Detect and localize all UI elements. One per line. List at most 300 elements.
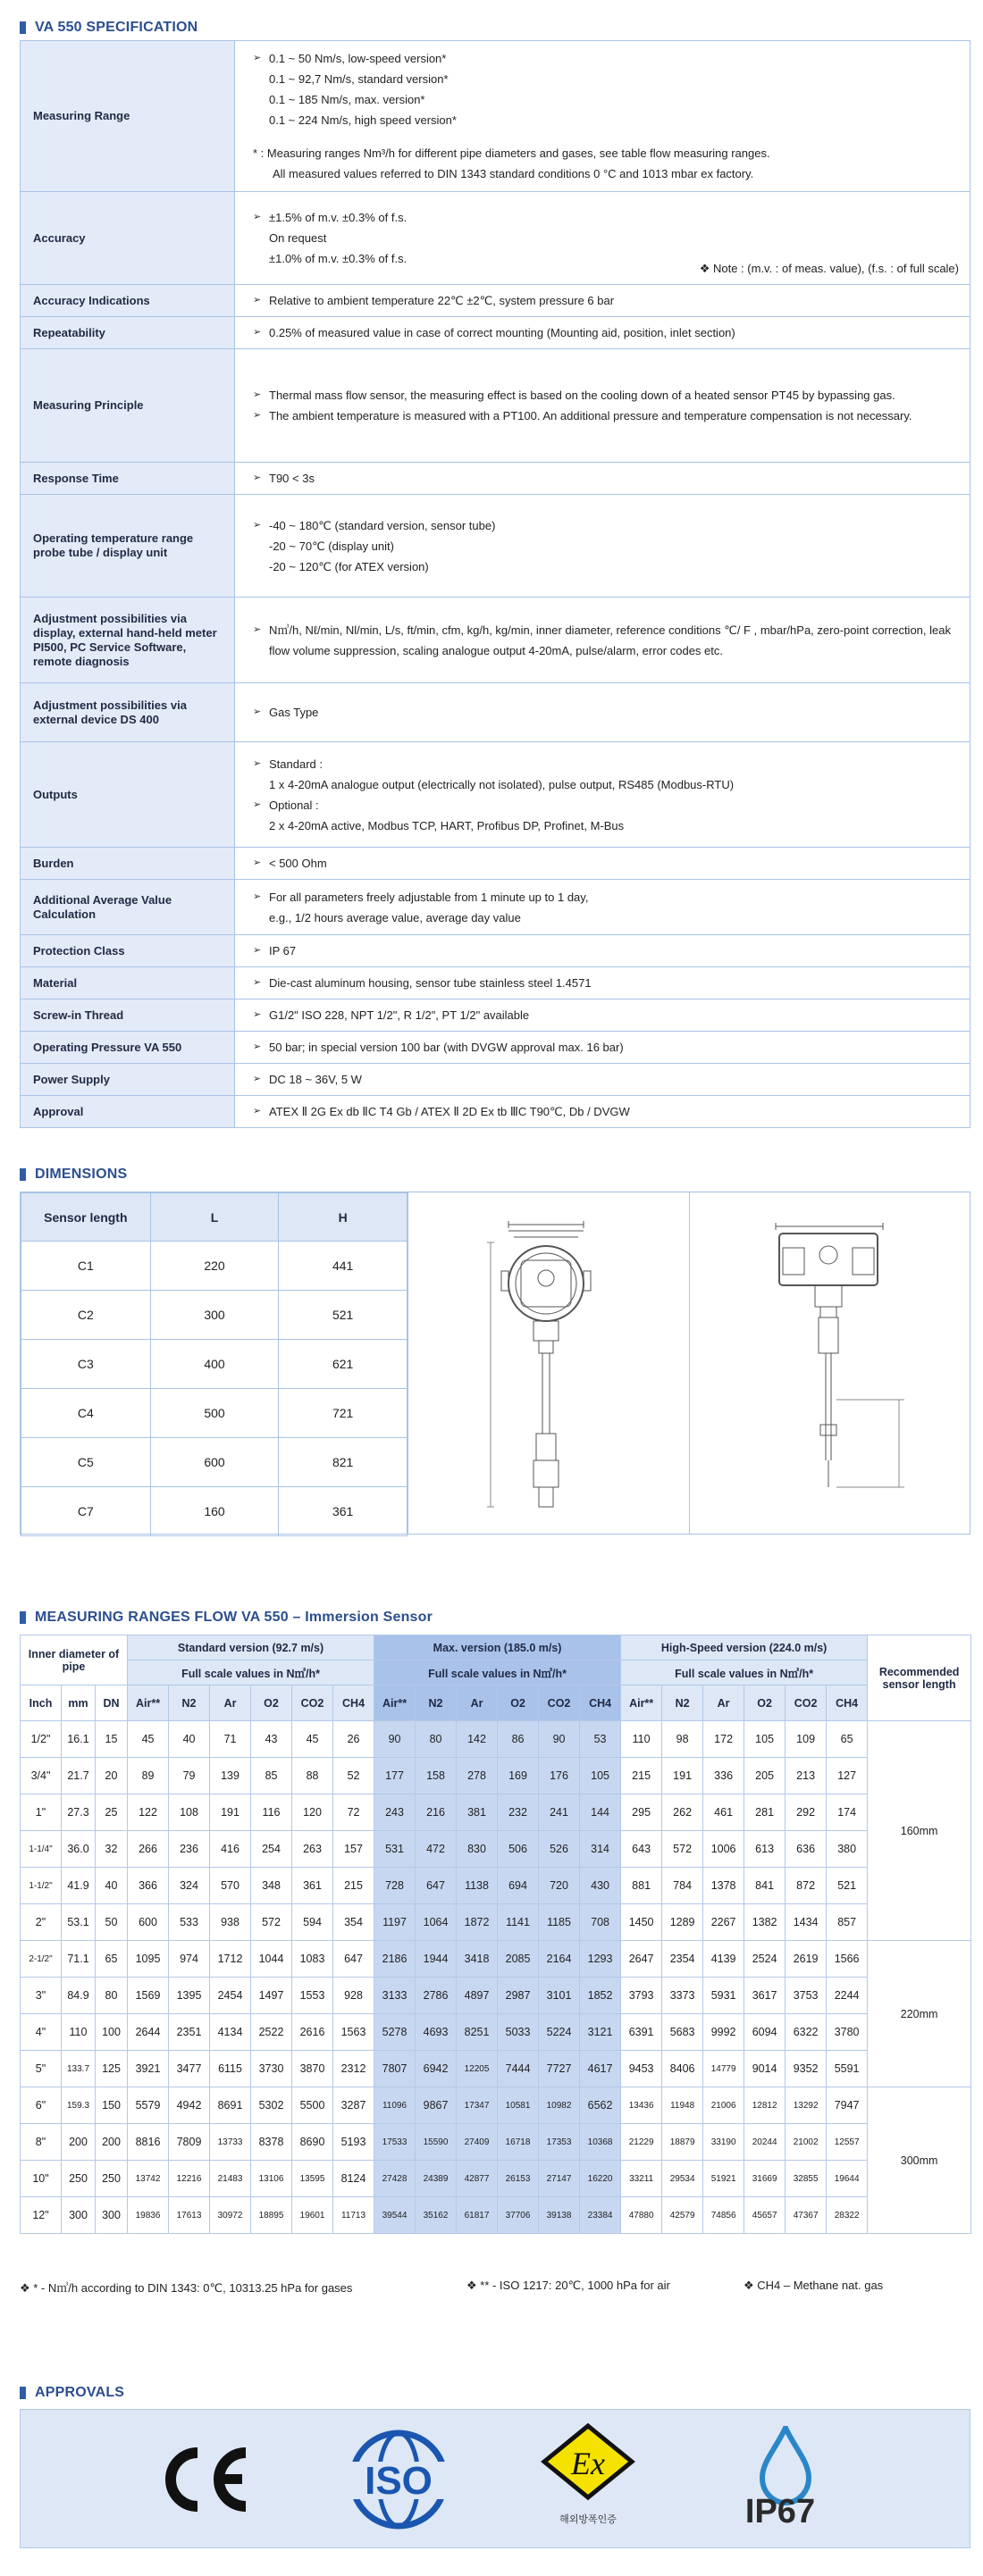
flow-value-cell: 7727 bbox=[539, 2051, 580, 2087]
section-marker-icon bbox=[20, 1168, 26, 1181]
flow-title-text: MEASURING RANGES FLOW VA 550 – Immersion Sensor bbox=[35, 1610, 433, 1625]
flow-value-cell: 3617 bbox=[744, 1978, 786, 2014]
spec-item: On request bbox=[269, 231, 327, 245]
flow-header-row bbox=[21, 1660, 971, 1685]
gas-header: CO2 bbox=[539, 1685, 580, 1721]
flow-value-cell: 18895 bbox=[251, 2197, 292, 2234]
flow-value-cell: 2987 bbox=[498, 1978, 539, 2014]
gas-header: CH4 bbox=[333, 1685, 374, 1721]
gas-header: Ar bbox=[210, 1685, 251, 1721]
flow-value-cell: 3287 bbox=[333, 2087, 374, 2124]
flow-value-cell: 17533 bbox=[374, 2124, 416, 2161]
flow-value-cell: 6942 bbox=[416, 2051, 457, 2087]
flow-value-cell: 938 bbox=[210, 1904, 251, 1941]
spec-row bbox=[21, 683, 970, 742]
flow-value-cell: 157 bbox=[333, 1831, 374, 1868]
flow-value-cell: 324 bbox=[169, 1868, 210, 1904]
flow-value-cell: 1450 bbox=[621, 1904, 662, 1941]
flow-value-cell: 1095 bbox=[128, 1941, 169, 1978]
flow-value-cell: 61817 bbox=[457, 2197, 498, 2234]
spec-row bbox=[21, 192, 970, 285]
flow-row bbox=[21, 1941, 971, 1978]
high-speed-version-header: High-Speed version (224.0 m/s) bbox=[621, 1635, 868, 1660]
dimensions-cell: 600 bbox=[150, 1438, 279, 1487]
inch-cell: 3" bbox=[21, 1978, 62, 2014]
flow-value-cell: 26 bbox=[333, 1721, 374, 1758]
flow-value-cell: 5278 bbox=[374, 2014, 416, 2051]
flow-value-cell: 13595 bbox=[292, 2161, 333, 2197]
flow-value-cell: 708 bbox=[580, 1904, 621, 1941]
flow-value-cell: 728 bbox=[374, 1868, 416, 1904]
arrow-icon: ➢ bbox=[253, 623, 262, 635]
flow-value-cell: 191 bbox=[210, 1794, 251, 1831]
flow-value-cell: 8406 bbox=[662, 2051, 703, 2087]
spec-label: Approval bbox=[21, 1096, 235, 1128]
flow-row bbox=[21, 1794, 971, 1831]
flow-value-cell: 1378 bbox=[703, 1868, 744, 1904]
mm-cell: 16.1 bbox=[62, 1721, 96, 1758]
flow-value-cell: 18879 bbox=[662, 2124, 703, 2161]
flow-value-cell: 236 bbox=[169, 1831, 210, 1868]
flow-value-cell: 8816 bbox=[128, 2124, 169, 2161]
flow-value-cell: 6094 bbox=[744, 2014, 786, 2051]
arrow-icon: ➢ bbox=[253, 1074, 262, 1084]
dn-cell: 15 bbox=[96, 1721, 128, 1758]
flow-value-cell: 53 bbox=[580, 1721, 621, 1758]
spec-item: The ambient temperature is measured with a PT100. An additional pressure and temperature compensation is not necessary. bbox=[269, 409, 912, 422]
flow-value-cell: 105 bbox=[744, 1721, 786, 1758]
spec-item: -40 ~ 180℃ (standard version, sensor tube) bbox=[269, 518, 496, 532]
spec-item: 0.1 ~ 50 Nm/s, low-speed version* bbox=[269, 52, 447, 65]
spec-label: Measuring Principle bbox=[21, 349, 235, 463]
flow-value-cell: 533 bbox=[169, 1904, 210, 1941]
flow-value-cell: 6115 bbox=[210, 2051, 251, 2087]
dimensions-cell: 521 bbox=[279, 1291, 407, 1340]
flow-value-cell: 45 bbox=[128, 1721, 169, 1758]
flow-value-cell: 3753 bbox=[786, 1978, 827, 2014]
inch-cell: 6" bbox=[21, 2087, 62, 2124]
flow-value-cell: 79 bbox=[169, 1758, 210, 1794]
dn-cell: 125 bbox=[96, 2051, 128, 2087]
flow-value-cell: 1569 bbox=[128, 1978, 169, 2014]
flow-value-cell: 12812 bbox=[744, 2087, 786, 2124]
mm-cell: 71.1 bbox=[62, 1941, 96, 1978]
arrow-icon: ➢ bbox=[253, 53, 262, 63]
gas-header: O2 bbox=[251, 1685, 292, 1721]
flow-value-cell: 526 bbox=[539, 1831, 580, 1868]
flow-value-cell: 11096 bbox=[374, 2087, 416, 2124]
section-marker-icon bbox=[20, 2387, 26, 2399]
flow-row bbox=[21, 2014, 971, 2051]
inch-cell: 1-1/2" bbox=[21, 1868, 62, 1904]
spec-row bbox=[21, 1064, 970, 1096]
flow-value-cell: 90 bbox=[539, 1721, 580, 1758]
flow-value-cell: 11713 bbox=[333, 2197, 374, 2234]
spec-label: Adjustment possibilities via external device DS 400 bbox=[21, 683, 235, 742]
spec-item: Die-cast aluminum housing, sensor tube stainless steel 1.4571 bbox=[269, 976, 592, 990]
flow-value-cell: 205 bbox=[744, 1758, 786, 1794]
flow-value-cell: 3870 bbox=[292, 2051, 333, 2087]
flow-value-cell: 295 bbox=[621, 1794, 662, 1831]
flow-section-title bbox=[20, 1610, 433, 1626]
flow-value-cell: 1185 bbox=[539, 1904, 580, 1941]
arrow-icon: ➢ bbox=[253, 473, 262, 483]
spec-value bbox=[235, 967, 970, 999]
flow-value-cell: 127 bbox=[827, 1758, 868, 1794]
ex-logo-icon bbox=[539, 2422, 637, 2538]
spec-value bbox=[235, 598, 970, 683]
dimensions-table bbox=[21, 1192, 407, 1536]
flow-value-cell: 1197 bbox=[374, 1904, 416, 1941]
mm-cell: 21.7 bbox=[62, 1758, 96, 1794]
spec-footnote: * : Measuring ranges Nm³/h for different pipe diameters and gases, see table flow measuring ranges. bbox=[253, 146, 770, 160]
flow-value-cell: 43 bbox=[251, 1721, 292, 1758]
spec-label: Material bbox=[21, 967, 235, 999]
flow-value-cell: 144 bbox=[580, 1794, 621, 1831]
dimensions-cell: C7 bbox=[21, 1487, 151, 1536]
flow-value-cell: 4617 bbox=[580, 2051, 621, 2087]
dimensions-cell: 821 bbox=[279, 1438, 407, 1487]
flow-value-cell: 24389 bbox=[416, 2161, 457, 2197]
flow-value-cell: 191 bbox=[662, 1758, 703, 1794]
flow-value-cell: 600 bbox=[128, 1904, 169, 1941]
gas-header: Ar bbox=[457, 1685, 498, 1721]
flow-value-cell: 3101 bbox=[539, 1978, 580, 2014]
flow-row bbox=[21, 1978, 971, 2014]
flow-value-cell: 2454 bbox=[210, 1978, 251, 2014]
flow-value-cell: 86 bbox=[498, 1721, 539, 1758]
flow-value-cell: 7444 bbox=[498, 2051, 539, 2087]
flow-value-cell: 1044 bbox=[251, 1941, 292, 1978]
flow-value-cell: 506 bbox=[498, 1831, 539, 1868]
dimensions-header: L bbox=[150, 1193, 279, 1242]
arrow-icon: ➢ bbox=[253, 799, 262, 810]
arrow-icon: ➢ bbox=[253, 295, 262, 305]
flow-value-cell: 21002 bbox=[786, 2124, 827, 2161]
recommended-length-header: Recommended sensor length bbox=[868, 1635, 971, 1721]
dn-cell: 150 bbox=[96, 2087, 128, 2124]
flow-value-cell: 361 bbox=[292, 1868, 333, 1904]
flow-row bbox=[21, 1868, 971, 1904]
spec-row bbox=[21, 935, 970, 967]
flow-value-cell: 21229 bbox=[621, 2124, 662, 2161]
spec-label: Repeatability bbox=[21, 317, 235, 349]
dimensions-row bbox=[21, 1438, 407, 1487]
full-scale-header: Full scale values in N㎥/h* bbox=[621, 1660, 868, 1685]
spec-item: DC 18 ~ 36V, 5 W bbox=[269, 1073, 362, 1086]
mm-cell: 300 bbox=[62, 2197, 96, 2234]
flow-value-cell: 857 bbox=[827, 1904, 868, 1941]
flow-value-cell: 278 bbox=[457, 1758, 498, 1794]
flow-value-cell: 4897 bbox=[457, 1978, 498, 2014]
arrow-icon: ➢ bbox=[253, 410, 262, 421]
spec-section-title bbox=[20, 20, 197, 36]
inch-cell: 2" bbox=[21, 1904, 62, 1941]
recommended-length-cell: 300mm bbox=[868, 2087, 971, 2234]
dimensions-box bbox=[20, 1192, 970, 1535]
spec-label: Power Supply bbox=[21, 1064, 235, 1096]
flow-value-cell: 5302 bbox=[251, 2087, 292, 2124]
iso-logo-icon bbox=[340, 2430, 457, 2530]
flow-value-cell: 108 bbox=[169, 1794, 210, 1831]
spec-row bbox=[21, 41, 970, 192]
dn-cell: 65 bbox=[96, 1941, 128, 1978]
flow-value-cell: 74856 bbox=[703, 2197, 744, 2234]
spec-value bbox=[235, 880, 970, 935]
inch-cell: 12" bbox=[21, 2197, 62, 2234]
recommended-length-cell: 160mm bbox=[868, 1721, 971, 1941]
spec-row bbox=[21, 463, 970, 495]
flow-value-cell: 694 bbox=[498, 1868, 539, 1904]
flow-value-cell: 116 bbox=[251, 1794, 292, 1831]
sensor-side-drawing-icon bbox=[690, 1192, 971, 1534]
spec-item: < 500 Ohm bbox=[269, 857, 327, 870]
spec-row bbox=[21, 742, 970, 848]
flow-value-cell: 4139 bbox=[703, 1941, 744, 1978]
mm-cell: 27.3 bbox=[62, 1794, 96, 1831]
flow-value-cell: 29534 bbox=[662, 2161, 703, 2197]
flow-row bbox=[21, 1904, 971, 1941]
inch-cell: 1/2" bbox=[21, 1721, 62, 1758]
flow-value-cell: 1138 bbox=[457, 1868, 498, 1904]
flow-footnote: ❖ ** - ISO 1217: 20℃, 1000 hPa for air bbox=[466, 2279, 670, 2292]
flow-header-row bbox=[21, 1685, 971, 1721]
dimensions-title-text: DIMENSIONS bbox=[35, 1167, 128, 1182]
flow-value-cell: 881 bbox=[621, 1868, 662, 1904]
flow-value-cell: 572 bbox=[251, 1904, 292, 1941]
gas-header: O2 bbox=[744, 1685, 786, 1721]
flow-value-cell: 88 bbox=[292, 1758, 333, 1794]
dimensions-cell: 361 bbox=[279, 1487, 407, 1536]
flow-value-cell: 8124 bbox=[333, 2161, 374, 2197]
flow-value-cell: 1006 bbox=[703, 1831, 744, 1868]
arrow-icon: ➢ bbox=[253, 757, 262, 769]
spec-row bbox=[21, 1096, 970, 1128]
dn-header: DN bbox=[96, 1685, 128, 1721]
arrow-icon: ➢ bbox=[253, 1106, 262, 1117]
flow-value-cell: 841 bbox=[744, 1868, 786, 1904]
flow-value-cell: 2354 bbox=[662, 1941, 703, 1978]
flow-value-cell: 243 bbox=[374, 1794, 416, 1831]
arrow-icon: ➢ bbox=[253, 519, 262, 531]
flow-value-cell: 21006 bbox=[703, 2087, 744, 2124]
flow-value-cell: 5033 bbox=[498, 2014, 539, 2051]
flow-header-row bbox=[21, 1635, 971, 1660]
flow-value-cell: 2085 bbox=[498, 1941, 539, 1978]
arrow-icon: ➢ bbox=[253, 1041, 262, 1052]
flow-value-cell: 65 bbox=[827, 1721, 868, 1758]
gas-header: Air** bbox=[374, 1685, 416, 1721]
flow-value-cell: 2351 bbox=[169, 2014, 210, 2051]
dimensions-section-title bbox=[20, 1167, 127, 1183]
dimensions-cell: 220 bbox=[150, 1242, 279, 1291]
flow-row bbox=[21, 1721, 971, 1758]
spec-value bbox=[235, 463, 970, 495]
spec-item: G1/2" ISO 228, NPT 1/2", R 1/2", PT 1/2" available bbox=[269, 1008, 530, 1022]
flow-value-cell: 5591 bbox=[827, 2051, 868, 2087]
inch-cell: 2-1/2" bbox=[21, 1941, 62, 1978]
flow-value-cell: 89 bbox=[128, 1758, 169, 1794]
flow-value-cell: 52 bbox=[333, 1758, 374, 1794]
ex-logo-caption: 해외방폭인증 bbox=[559, 2513, 617, 2525]
flow-value-cell: 5193 bbox=[333, 2124, 374, 2161]
spec-label: Measuring Range bbox=[21, 41, 235, 192]
ex-logo-text: Ex bbox=[571, 2446, 605, 2481]
full-scale-header: Full scale values in N㎥/h* bbox=[374, 1660, 621, 1685]
spec-value bbox=[235, 848, 970, 880]
inch-cell: 3/4" bbox=[21, 1758, 62, 1794]
flow-value-cell: 13436 bbox=[621, 2087, 662, 2124]
flow-value-cell: 2244 bbox=[827, 1978, 868, 2014]
flow-value-cell: 33190 bbox=[703, 2124, 744, 2161]
flow-value-cell: 9867 bbox=[416, 2087, 457, 2124]
spec-item: 50 bar; in special version 100 bar (with DVGW approval max. 16 bar) bbox=[269, 1041, 624, 1054]
dimensions-cell: 721 bbox=[279, 1389, 407, 1438]
flow-value-cell: 2647 bbox=[621, 1941, 662, 1978]
flow-value-cell: 3133 bbox=[374, 1978, 416, 2014]
inch-cell: 5" bbox=[21, 2051, 62, 2087]
flow-value-cell: 2616 bbox=[292, 2014, 333, 2051]
section-marker-icon bbox=[20, 21, 26, 34]
flow-value-cell: 1563 bbox=[333, 2014, 374, 2051]
flow-value-cell: 42877 bbox=[457, 2161, 498, 2197]
dimensions-cell: 500 bbox=[150, 1389, 279, 1438]
flow-value-cell: 28322 bbox=[827, 2197, 868, 2234]
flow-value-cell: 37706 bbox=[498, 2197, 539, 2234]
flow-value-cell: 9014 bbox=[744, 2051, 786, 2087]
flow-value-cell: 158 bbox=[416, 1758, 457, 1794]
flow-value-cell: 15590 bbox=[416, 2124, 457, 2161]
flow-value-cell: 5683 bbox=[662, 2014, 703, 2051]
front-view-drawing bbox=[407, 1192, 689, 1534]
dimensions-row bbox=[21, 1487, 407, 1536]
spec-row bbox=[21, 880, 970, 935]
spec-item: Relative to ambient temperature 22℃ ±2℃, system pressure 6 bar bbox=[269, 294, 615, 307]
approvals-section-title bbox=[20, 2385, 124, 2401]
flow-value-cell: 6391 bbox=[621, 2014, 662, 2051]
flow-value-cell: 4942 bbox=[169, 2087, 210, 2124]
flow-value-cell: 1566 bbox=[827, 1941, 868, 1978]
inch-header: Inch bbox=[21, 1685, 62, 1721]
spec-label: Operating Pressure VA 550 bbox=[21, 1032, 235, 1064]
flow-row bbox=[21, 2124, 971, 2161]
dn-cell: 100 bbox=[96, 2014, 128, 2051]
gas-header: CO2 bbox=[292, 1685, 333, 1721]
flow-value-cell: 1944 bbox=[416, 1941, 457, 1978]
flow-value-cell: 3373 bbox=[662, 1978, 703, 2014]
flow-value-cell: 13292 bbox=[786, 2087, 827, 2124]
flow-value-cell: 27147 bbox=[539, 2161, 580, 2197]
flow-value-cell: 380 bbox=[827, 1831, 868, 1868]
flow-value-cell: 830 bbox=[457, 1831, 498, 1868]
flow-value-cell: 3121 bbox=[580, 2014, 621, 2051]
ip67-logo-icon bbox=[727, 2426, 834, 2535]
approvals-title-text: APPROVALS bbox=[35, 2385, 125, 2400]
spec-row bbox=[21, 317, 970, 349]
flow-value-cell: 354 bbox=[333, 1904, 374, 1941]
flow-value-cell: 6562 bbox=[580, 2087, 621, 2124]
spec-row bbox=[21, 285, 970, 317]
flow-value-cell: 2312 bbox=[333, 2051, 374, 2087]
gas-header: N2 bbox=[662, 1685, 703, 1721]
spec-item: ±1.5% of m.v. ±0.3% of f.s. bbox=[269, 211, 407, 224]
flow-value-cell: 51921 bbox=[703, 2161, 744, 2197]
flow-value-cell: 5500 bbox=[292, 2087, 333, 2124]
flow-value-cell: 3730 bbox=[251, 2051, 292, 2087]
flow-value-cell: 5579 bbox=[128, 2087, 169, 2124]
arrow-icon: ➢ bbox=[253, 977, 262, 988]
flow-row bbox=[21, 2087, 971, 2124]
spec-label: Screw-in Thread bbox=[21, 999, 235, 1032]
flow-value-cell: 416 bbox=[210, 1831, 251, 1868]
spec-label: Response Time bbox=[21, 463, 235, 495]
flow-value-cell: 430 bbox=[580, 1868, 621, 1904]
arrow-icon: ➢ bbox=[253, 891, 262, 902]
dimensions-cell: 300 bbox=[150, 1291, 279, 1340]
spec-value bbox=[235, 1096, 970, 1128]
flow-value-cell: 241 bbox=[539, 1794, 580, 1831]
flow-value-cell: 647 bbox=[333, 1941, 374, 1978]
flow-value-cell: 348 bbox=[251, 1868, 292, 1904]
flow-value-cell: 784 bbox=[662, 1868, 703, 1904]
dimensions-header: H bbox=[279, 1193, 407, 1242]
spec-label: Operating temperature range probe tube / display unit bbox=[21, 495, 235, 598]
spec-footnote: All measured values referred to DIN 1343 standard conditions 0 °C and 1013 mbar ex factory. bbox=[273, 167, 754, 180]
flow-value-cell: 216 bbox=[416, 1794, 457, 1831]
section-marker-icon bbox=[20, 1611, 26, 1624]
flow-value-cell: 17347 bbox=[457, 2087, 498, 2124]
spec-item: 1 x 4-20mA analogue output (electrically not isolated), pulse output, RS485 (Modbus-RTU) bbox=[269, 777, 735, 791]
flow-value-cell: 12216 bbox=[169, 2161, 210, 2197]
accuracy-note: ❖ Note : (m.v. : of meas. value), (f.s. : of full scale) bbox=[699, 262, 959, 275]
flow-value-cell: 2267 bbox=[703, 1904, 744, 1941]
flow-value-cell: 19644 bbox=[827, 2161, 868, 2197]
flow-value-cell: 643 bbox=[621, 1831, 662, 1868]
flow-value-cell: 872 bbox=[786, 1868, 827, 1904]
ce-logo-icon bbox=[155, 2444, 253, 2515]
flow-row bbox=[21, 1831, 971, 1868]
flow-value-cell: 1434 bbox=[786, 1904, 827, 1941]
flow-value-cell: 2164 bbox=[539, 1941, 580, 1978]
flow-value-cell: 262 bbox=[662, 1794, 703, 1831]
dn-cell: 32 bbox=[96, 1831, 128, 1868]
spec-item: For all parameters freely adjustable from 1 minute up to 1 day, bbox=[269, 890, 589, 904]
flow-value-cell: 531 bbox=[374, 1831, 416, 1868]
max-version-header: Max. version (185.0 m/s) bbox=[374, 1635, 621, 1660]
flow-value-cell: 366 bbox=[128, 1868, 169, 1904]
iso-logo-text: ISO bbox=[365, 2459, 433, 2503]
flow-value-cell: 90 bbox=[374, 1721, 416, 1758]
spec-row bbox=[21, 1032, 970, 1064]
flow-value-cell: 80 bbox=[416, 1721, 457, 1758]
flow-value-cell: 14779 bbox=[703, 2051, 744, 2087]
inch-cell: 4" bbox=[21, 2014, 62, 2051]
flow-value-cell: 461 bbox=[703, 1794, 744, 1831]
flow-row bbox=[21, 2161, 971, 2197]
flow-value-cell: 7809 bbox=[169, 2124, 210, 2161]
dimensions-cell: C5 bbox=[21, 1438, 151, 1487]
flow-value-cell: 30972 bbox=[210, 2197, 251, 2234]
dimensions-cell: C2 bbox=[21, 1291, 151, 1340]
spec-item: Optional : bbox=[269, 798, 319, 812]
dimensions-row bbox=[21, 1291, 407, 1340]
flow-value-cell: 2524 bbox=[744, 1941, 786, 1978]
spec-item: 0.1 ~ 224 Nm/s, high speed version* bbox=[269, 113, 457, 127]
flow-value-cell: 720 bbox=[539, 1868, 580, 1904]
flow-value-cell: 10368 bbox=[580, 2124, 621, 2161]
gas-header: CH4 bbox=[827, 1685, 868, 1721]
flow-value-cell: 98 bbox=[662, 1721, 703, 1758]
